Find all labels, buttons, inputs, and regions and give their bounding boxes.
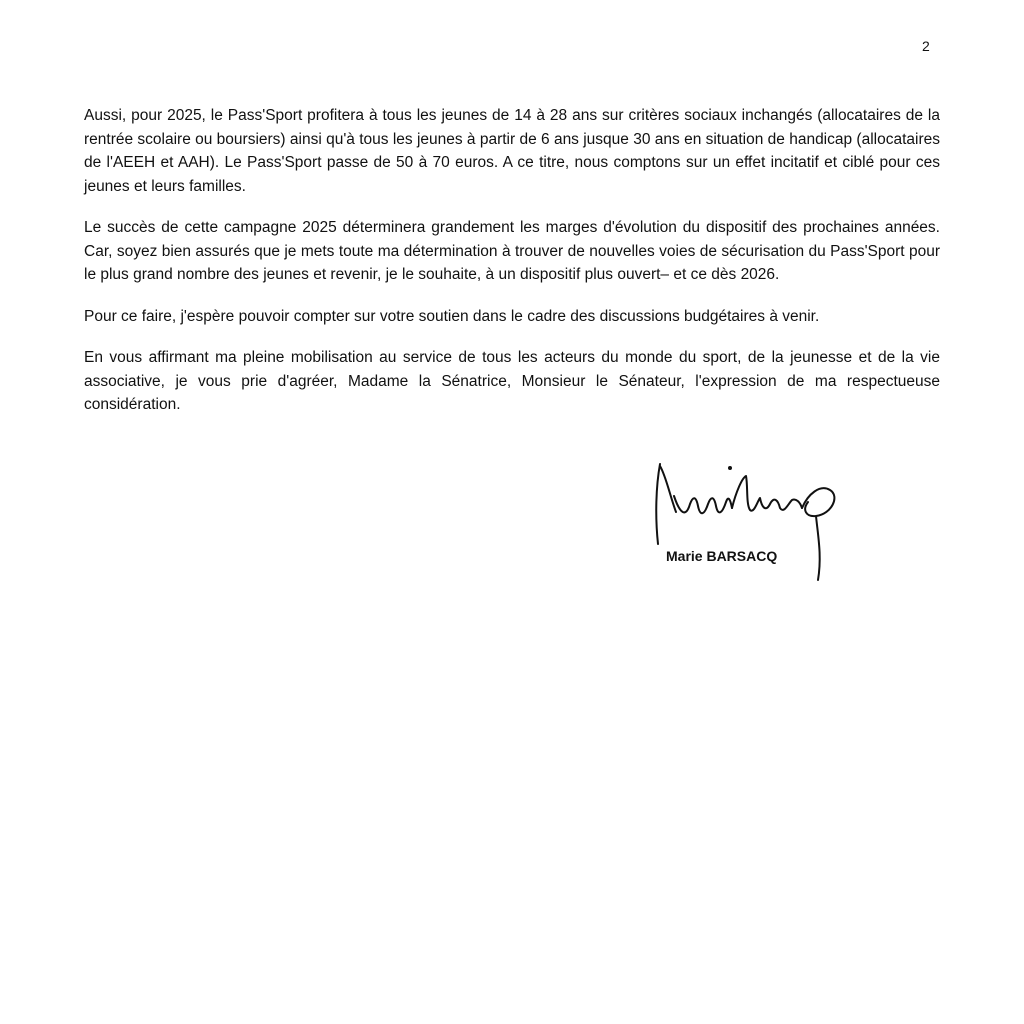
letter-body <box>84 104 940 435</box>
signature-block <box>650 456 850 586</box>
paragraph-budget-support: Pour ce faire, j'espère pouvoir compter sur votre soutien dans le cadre des discussions budgétaires à venir. <box>84 307 820 325</box>
page-number: 2 <box>922 38 930 54</box>
paragraph-campaign-success: Le succès de cette campagne 2025 déterminera grandement les marges d'évolution du dispositif des prochaines années. Car, soyez bien assurés que je mets toute ma détermination à trouver de nouvelles voies de sécurisation du Pass'Sport pour le plus grand nombre des jeunes et revenir, je le souhaite, à un dispositif plus ouvert– et ce dès 2026. <box>84 219 940 283</box>
signer-name: Marie BARSACQ <box>666 548 778 564</box>
paragraph-closing-formula: En vous affirmant ma pleine mobilisation au service de tous les acteurs du monde du sport, de la jeunesse et de la vie associative, je vous prie d'agréer, Madame la Sénatrice, Monsieur le Sénateur, l'expression de ma respectueuse considération. <box>84 349 940 413</box>
paragraph-pass-sport-2025: Aussi, pour 2025, le Pass'Sport profitera à tous les jeunes de 14 à 28 ans sur critères sociaux inchangés (allocataires de la rentrée scolaire ou boursiers) ainsi qu'à tous les jeunes à partir de 6 ans jusque 30 ans en situation de handicap (allocataires de l'AEEH et AAH). Le Pass'Sport passe de 50 à 70 euros. A ce titre, nous comptons sur un effet incitatif et ciblé pour ces jeunes et leurs familles. <box>84 107 940 195</box>
handwritten-signature-icon <box>650 456 850 586</box>
